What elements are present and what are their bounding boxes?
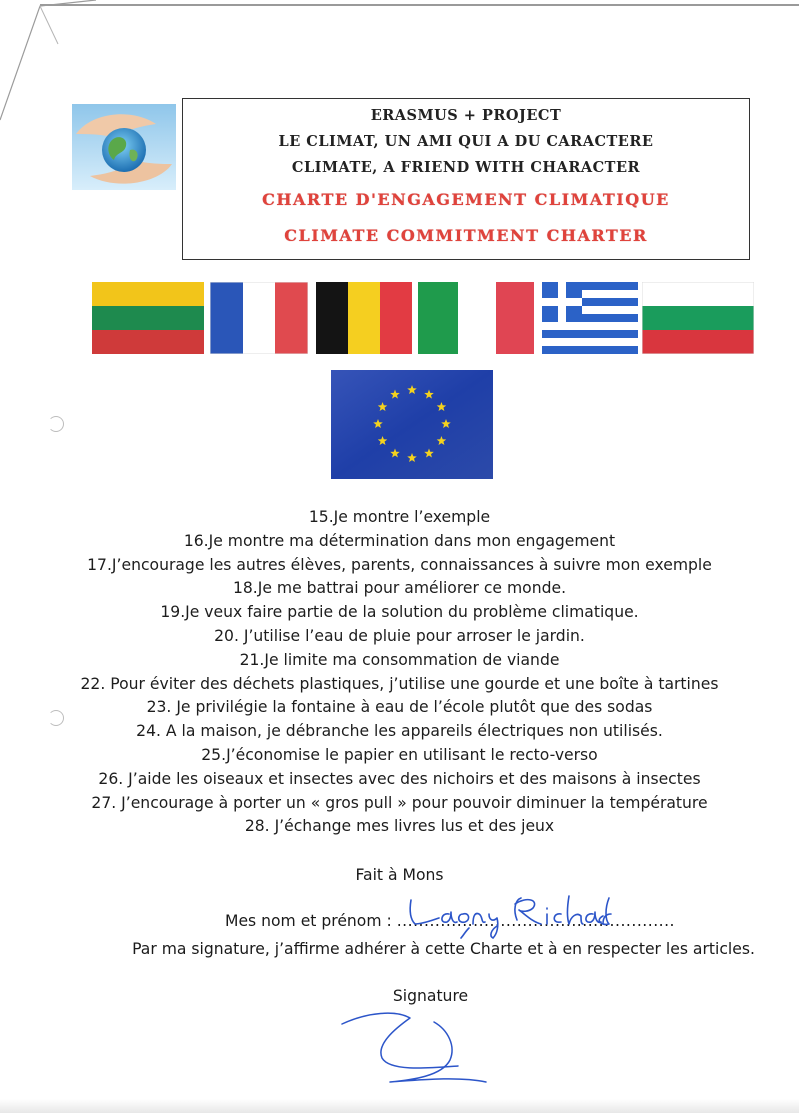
commitment-item: 18.Je me battrai pour améliorer ce monde. [232, 579, 567, 598]
name-dotted-line: ................................................... [396, 912, 676, 930]
header-box [182, 98, 750, 260]
commitment-item: 26. J’aide les oiseaux et insectes avec des nichoirs et des maisons à insectes [98, 769, 701, 788]
flags-row [0, 282, 799, 354]
commitment-item: 17.J’encourage les autres élèves, parents, connaissances à suivre mon exemple [87, 555, 712, 574]
scan-bottom-edge [0, 1099, 799, 1113]
flag-belgium [316, 282, 412, 354]
commitments-list [0, 506, 799, 839]
flag-bulgaria [642, 282, 754, 354]
handwritten-name [405, 890, 615, 940]
commitment-item: 24. A la maison, je débranche les appareils électriques non utilisés. [136, 722, 663, 741]
charter-title-fr: CHARTE D'ENGAGEMENT CLIMATIQUE [262, 190, 670, 209]
flag-italy [418, 282, 534, 354]
commitment-item: 20. J’utilise l’eau de pluie pour arroser le jardin. [214, 626, 585, 645]
commitment-item: 15.Je montre l’exemple [308, 508, 491, 526]
affirmation-text: Par ma signature, j’affirme adhérer à cette Charte et à en respecter les articles. [132, 940, 755, 958]
charter-title-en: CLIMATE COMMITMENT CHARTER [284, 226, 648, 245]
flag-greece [542, 282, 638, 354]
flag-eu [331, 370, 493, 479]
punch-hole-top [48, 416, 64, 432]
name-label: Mes nom et prénom : [225, 912, 397, 930]
commitment-item: 27. J’encourage à porter un « gros pull » pour pouvoir diminuer la température [91, 793, 708, 812]
flag-lithuania [92, 282, 204, 354]
commitment-item: 16.Je montre ma détermination dans mon engagement [183, 531, 616, 550]
scan-top-edge [40, 4, 799, 6]
project-subtitle-fr: LE CLIMAT, UN AMI QUI A DU CARACTERE [278, 133, 654, 150]
signature-label: Signature [392, 987, 469, 1005]
project-title: ERASMUS + PROJECT [370, 107, 562, 124]
commitment-item: 22. Pour éviter des déchets plastiques, j’utilise une gourde et une boîte à tartines [80, 674, 719, 693]
commitment-item: 19.Je veux faire partie de la solution du problème climatique. [160, 603, 639, 622]
project-subtitle-en: CLIMATE, A FRIEND WITH CHARACTER [291, 159, 641, 176]
place-of-signing: Fait à Mons [355, 866, 444, 884]
commitment-item: 21.Je limite ma consommation de viande [239, 650, 560, 669]
flag-france [210, 282, 308, 354]
commitment-item: 23. Je privilégie la fontaine à eau de l’école plutôt que des sodas [146, 698, 653, 717]
hands-holding-globe-icon [72, 104, 176, 190]
commitment-item: 28. J’échange mes livres lus et des jeux [244, 817, 555, 836]
signature [338, 1006, 488, 1090]
commitment-item: 25.J’économise le papier en utilisant le recto-verso [201, 745, 598, 764]
